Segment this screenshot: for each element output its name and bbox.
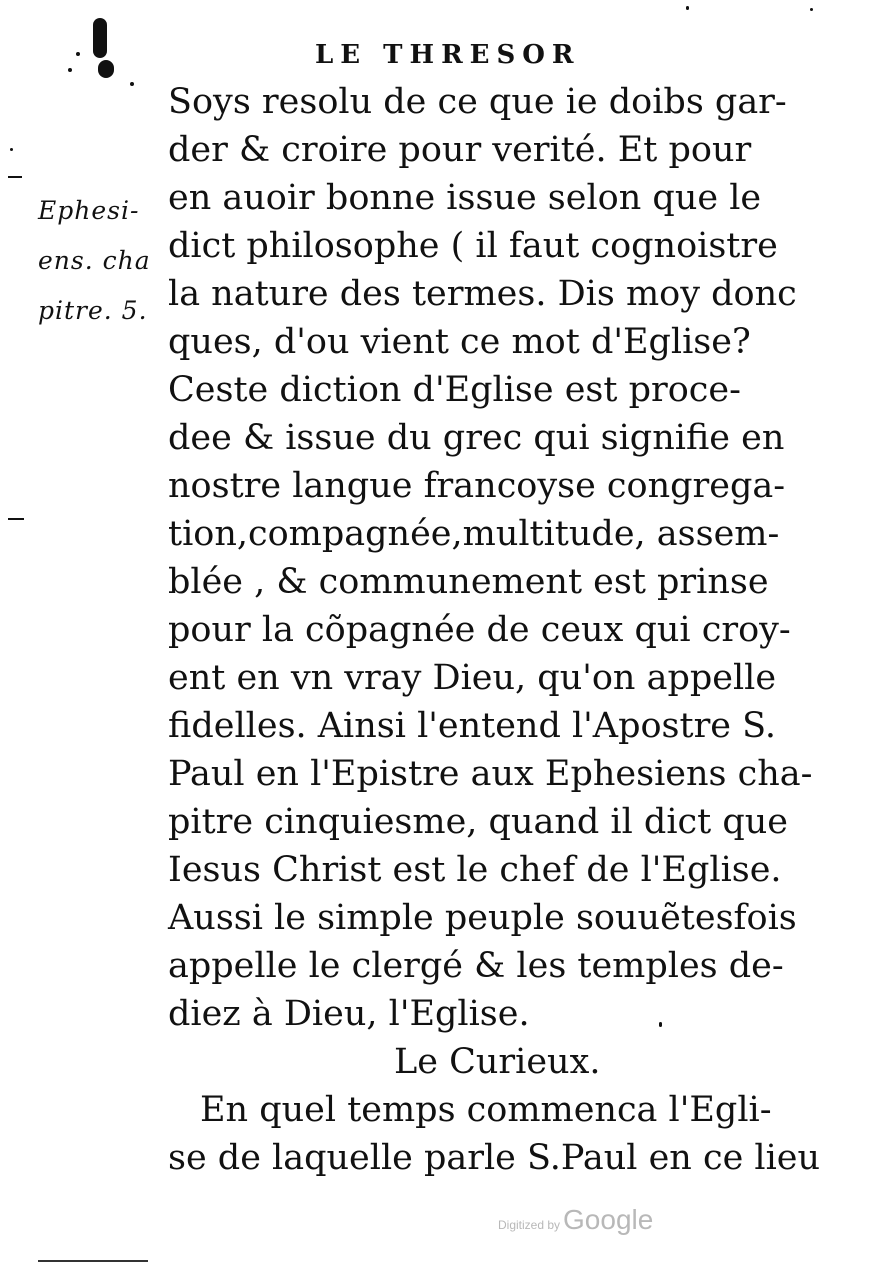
text-line: se de laquelle parle S.Paul en ce lieu bbox=[168, 1138, 821, 1178]
text-line: Paul en l'Epistre aux Ephesiens cha- bbox=[168, 754, 813, 794]
ink-dot bbox=[68, 68, 72, 72]
main-text bbox=[168, 78, 821, 1182]
text-line: pour la cõpagnée de ceux qui croy- bbox=[168, 610, 791, 650]
text-line: diez à Dieu, l'Eglise. bbox=[168, 994, 530, 1034]
ink-mark bbox=[8, 176, 22, 178]
ink-blot bbox=[93, 18, 107, 58]
text-line: dee & issue du grec qui signifie en bbox=[168, 418, 785, 458]
text-line: nostre langue francoyse congrega- bbox=[168, 466, 786, 506]
speaker-heading: Le Curieux. bbox=[394, 1042, 601, 1082]
text-line: Aussi le simple peuple souuẽtesfois bbox=[168, 898, 797, 938]
text-line: dict philosophe ( il faut cognoistre bbox=[168, 226, 778, 266]
text-line: ques, d'ou vient ce mot d'Eglise? bbox=[168, 322, 751, 362]
text-line: Iesus Christ est le chef de l'Eglise. bbox=[168, 850, 782, 890]
ink-mark bbox=[8, 518, 24, 520]
text-line: en auoir bonne issue selon que le bbox=[168, 178, 762, 218]
google-logo: Google bbox=[563, 1204, 654, 1235]
marginal-note-line: ens. cha bbox=[38, 246, 151, 275]
ink-dot bbox=[10, 148, 13, 151]
text-line: Ceste diction d'Eglise est proce- bbox=[168, 370, 741, 410]
marginal-note bbox=[38, 186, 158, 336]
text-line: appelle le clergé & les temples de- bbox=[168, 946, 784, 986]
ink-dot bbox=[76, 52, 80, 56]
ink-blot bbox=[98, 60, 114, 78]
text-line: tion,compagnée,multitude, assem- bbox=[168, 514, 780, 554]
text-line: der & croire pour verité. Et pour bbox=[168, 130, 752, 170]
digitized-watermark bbox=[498, 1204, 653, 1236]
text-line: la nature des termes. Dis moy donc bbox=[168, 274, 797, 314]
running-header: LE THRESOR bbox=[315, 40, 581, 70]
text-line: fidelles. Ainsi l'entend l'Apostre S. bbox=[168, 706, 777, 746]
ink-dot bbox=[810, 8, 813, 11]
marginal-note-line: Ephesi- bbox=[38, 196, 140, 225]
watermark-prefix: Digitized by bbox=[498, 1218, 561, 1232]
text-line: pitre cinquiesme, quand il dict que bbox=[168, 802, 788, 842]
text-line: ent en vn vray Dieu, qu'on appelle bbox=[168, 658, 777, 698]
ink-dot bbox=[130, 82, 134, 86]
footer-rule bbox=[38, 1260, 148, 1262]
ink-dot bbox=[686, 6, 689, 10]
text-line: Soys resolu de ce que ie doibs gar- bbox=[168, 82, 787, 122]
marginal-note-line: pitre. 5. bbox=[38, 296, 148, 325]
text-line: blée , & communement est prinse bbox=[168, 562, 769, 602]
text-line: En quel temps commenca l'Egli- bbox=[200, 1090, 772, 1130]
